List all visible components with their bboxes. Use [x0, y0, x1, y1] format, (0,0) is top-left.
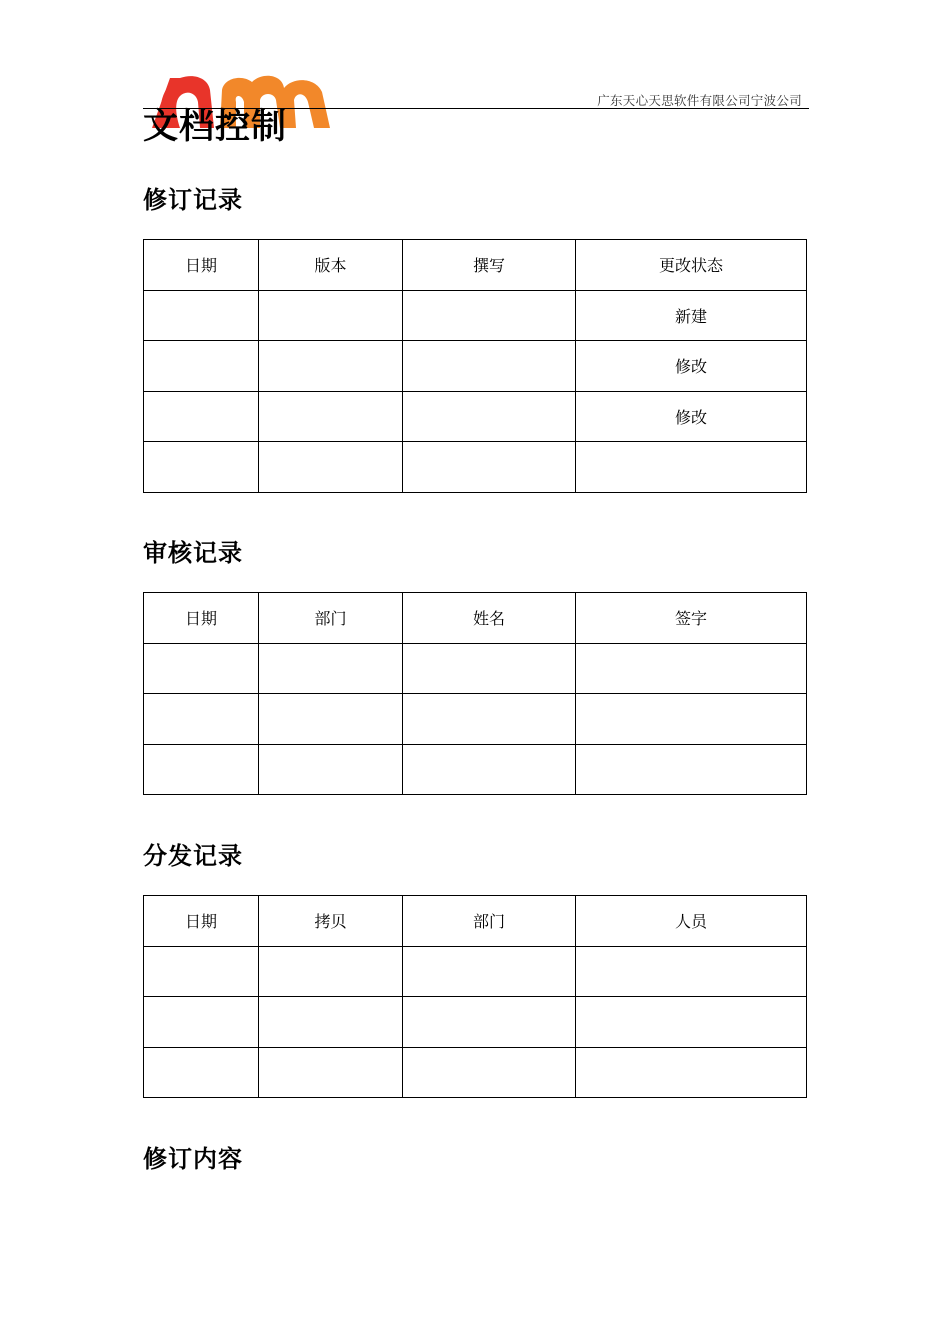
column-header-author: 撰写 — [403, 240, 576, 291]
table-row — [144, 341, 807, 392]
table-header-row — [144, 240, 807, 291]
table-cell — [259, 391, 403, 442]
table-cell — [403, 643, 576, 694]
table-cell — [403, 997, 576, 1048]
column-header-personnel: 人员 — [576, 896, 807, 947]
table-cell — [576, 694, 807, 745]
table-cell — [259, 290, 403, 341]
distribution-record-table — [143, 895, 807, 1098]
table-row — [144, 391, 807, 442]
table-cell — [576, 997, 807, 1048]
table-cell — [144, 744, 259, 795]
table-cell — [576, 946, 807, 997]
table-cell — [576, 744, 807, 795]
table-cell — [403, 341, 576, 392]
column-header-name: 姓名 — [403, 593, 576, 644]
table-cell — [144, 694, 259, 745]
table-cell — [144, 290, 259, 341]
table-cell — [403, 744, 576, 795]
column-header-department: 部门 — [403, 896, 576, 947]
table-cell — [403, 391, 576, 442]
table-cell — [576, 1047, 807, 1098]
table-row — [144, 997, 807, 1048]
column-header-date: 日期 — [144, 896, 259, 947]
column-header-copy: 拷贝 — [259, 896, 403, 947]
table-cell — [144, 946, 259, 997]
column-header-date: 日期 — [144, 593, 259, 644]
table-cell — [144, 1047, 259, 1098]
header-company-name: 广东天心天思软件有限公司宁波公司 — [597, 93, 802, 108]
column-header-change-status: 更改状态 — [576, 240, 807, 291]
page-title: 文档控制 — [143, 107, 288, 147]
table-cell: 修改 — [576, 391, 807, 442]
table-cell — [259, 442, 403, 493]
section-title-distribution-record: 分发记录 — [143, 842, 243, 870]
revision-record-table — [143, 239, 807, 493]
table-row — [144, 694, 807, 745]
section-title-revision-record: 修订记录 — [143, 186, 243, 214]
table-cell — [144, 643, 259, 694]
column-header-date: 日期 — [144, 240, 259, 291]
table-cell — [576, 442, 807, 493]
table-cell — [259, 744, 403, 795]
table-row — [144, 946, 807, 997]
table-row — [144, 442, 807, 493]
table-cell — [144, 341, 259, 392]
column-header-department: 部门 — [259, 593, 403, 644]
column-header-signature: 签字 — [576, 593, 807, 644]
section-title-review-record: 审核记录 — [143, 539, 243, 567]
section-title-revision-content: 修订内容 — [143, 1145, 243, 1173]
table-cell — [144, 391, 259, 442]
table-row — [144, 1047, 807, 1098]
table-header-row — [144, 593, 807, 644]
review-record-table — [143, 592, 807, 795]
table-cell — [259, 341, 403, 392]
table-cell — [403, 694, 576, 745]
table-cell — [259, 946, 403, 997]
table-cell — [259, 643, 403, 694]
table-cell — [403, 442, 576, 493]
table-row — [144, 290, 807, 341]
table-cell — [259, 997, 403, 1048]
table-cell — [403, 1047, 576, 1098]
table-row — [144, 744, 807, 795]
table-header-row — [144, 896, 807, 947]
table-cell — [144, 997, 259, 1048]
table-cell: 新建 — [576, 290, 807, 341]
table-cell — [144, 442, 259, 493]
column-header-version: 版本 — [259, 240, 403, 291]
table-cell: 修改 — [576, 341, 807, 392]
table-cell — [576, 643, 807, 694]
table-cell — [403, 946, 576, 997]
table-cell — [259, 694, 403, 745]
table-cell — [259, 1047, 403, 1098]
table-cell — [403, 290, 576, 341]
table-row — [144, 643, 807, 694]
